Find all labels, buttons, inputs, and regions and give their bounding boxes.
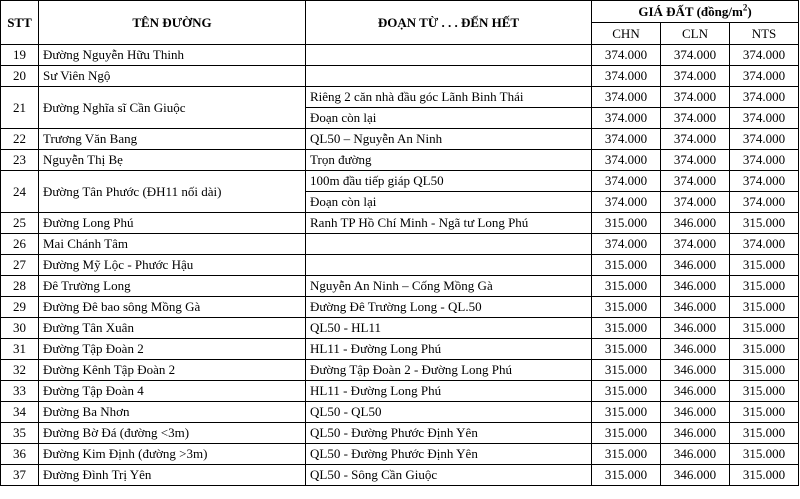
header-price-label-end: ) [747, 4, 752, 19]
cell-cln: 346.000 [661, 402, 730, 423]
cell-nts: 374.000 [730, 87, 799, 108]
cell-nts: 315.000 [730, 297, 799, 318]
cell-stt: 26 [1, 234, 39, 255]
cell-cln: 374.000 [661, 87, 730, 108]
cell-segment: Trọn đường [306, 150, 592, 171]
cell-segment: QL50 - Đường Phước Định Yên [306, 423, 592, 444]
cell-stt: 30 [1, 318, 39, 339]
header-price-unit-sup: 2 [742, 2, 748, 13]
cell-segment: Riêng 2 căn nhà đầu góc Lãnh Binh Thái [306, 87, 592, 108]
cell-chn: 374.000 [592, 129, 661, 150]
cell-street-name: Đường Tập Đoàn 2 [39, 339, 306, 360]
header-stt: STT [1, 1, 39, 45]
cell-stt: 24 [1, 171, 39, 213]
cell-segment: Đoạn còn lại [306, 108, 592, 129]
cell-stt: 25 [1, 213, 39, 234]
cell-segment: QL50 - Đường Phước Định Yên [306, 444, 592, 465]
cell-segment: Đoạn còn lại [306, 192, 592, 213]
cell-cln: 346.000 [661, 465, 730, 486]
cell-segment: Nguyễn An Ninh – Cống Mồng Gà [306, 276, 592, 297]
table-row [1, 171, 799, 192]
cell-stt: 20 [1, 66, 39, 87]
cell-street-name: Nguyễn Thị Bẹ [39, 150, 306, 171]
cell-cln: 346.000 [661, 255, 730, 276]
cell-cln: 346.000 [661, 423, 730, 444]
cell-nts: 315.000 [730, 465, 799, 486]
table-row [1, 213, 799, 234]
cell-chn: 374.000 [592, 234, 661, 255]
cell-chn: 315.000 [592, 318, 661, 339]
table-row [1, 360, 799, 381]
cell-chn: 315.000 [592, 465, 661, 486]
header-chn: CHN [592, 23, 661, 45]
cell-chn: 315.000 [592, 339, 661, 360]
table-row [1, 129, 799, 150]
cell-nts: 374.000 [730, 108, 799, 129]
cell-segment [306, 255, 592, 276]
cell-chn: 374.000 [592, 66, 661, 87]
cell-chn: 374.000 [592, 45, 661, 66]
header-price-group [592, 1, 799, 23]
table-row [1, 87, 799, 108]
header-street-name: TÊN ĐƯỜNG [39, 1, 306, 45]
cell-segment: QL50 - Sông Cần Giuộc [306, 465, 592, 486]
cell-cln: 346.000 [661, 276, 730, 297]
cell-chn: 315.000 [592, 276, 661, 297]
cell-street-name: Đường Tập Đoàn 4 [39, 381, 306, 402]
cell-nts: 374.000 [730, 171, 799, 192]
table-row [1, 444, 799, 465]
table-row [1, 45, 799, 66]
cell-street-name: Mai Chánh Tâm [39, 234, 306, 255]
cell-segment: QL50 - HL11 [306, 318, 592, 339]
cell-nts: 374.000 [730, 66, 799, 87]
cell-street-name: Đường Nghĩa sĩ Cần Giuộc [39, 87, 306, 129]
cell-chn: 315.000 [592, 297, 661, 318]
cell-chn: 315.000 [592, 402, 661, 423]
table-row [1, 297, 799, 318]
cell-chn: 315.000 [592, 423, 661, 444]
cell-segment: HL11 - Đường Long Phú [306, 381, 592, 402]
cell-cln: 346.000 [661, 381, 730, 402]
cell-nts: 315.000 [730, 276, 799, 297]
cell-street-name: Đường Ba Nhơn [39, 402, 306, 423]
table-row [1, 234, 799, 255]
cell-street-name: Đường Đình Trị Yên [39, 465, 306, 486]
cell-segment: QL50 - QL50 [306, 402, 592, 423]
table-body [1, 45, 799, 486]
cell-cln: 346.000 [661, 297, 730, 318]
cell-cln: 374.000 [661, 108, 730, 129]
table-row [1, 150, 799, 171]
cell-chn: 315.000 [592, 381, 661, 402]
cell-segment: Ranh TP Hồ Chí Minh - Ngã tư Long Phú [306, 213, 592, 234]
cell-street-name: Đường Bờ Đá (đường <3m) [39, 423, 306, 444]
cell-chn: 374.000 [592, 171, 661, 192]
cell-stt: 32 [1, 360, 39, 381]
table-row [1, 339, 799, 360]
header-cln: CLN [661, 23, 730, 45]
cell-street-name: Đường Kim Định (đường >3m) [39, 444, 306, 465]
cell-cln: 374.000 [661, 192, 730, 213]
cell-segment [306, 45, 592, 66]
table-header [1, 1, 799, 45]
cell-street-name: Đường Nguyễn Hữu Thinh [39, 45, 306, 66]
header-price-label: GIÁ ĐẤT (đồng/m [638, 4, 743, 19]
cell-nts: 315.000 [730, 381, 799, 402]
cell-street-name: Đường Tân Xuân [39, 318, 306, 339]
cell-chn: 374.000 [592, 87, 661, 108]
cell-nts: 315.000 [730, 402, 799, 423]
cell-stt: 31 [1, 339, 39, 360]
cell-cln: 346.000 [661, 360, 730, 381]
cell-street-name: Đê Trường Long [39, 276, 306, 297]
cell-nts: 315.000 [730, 444, 799, 465]
cell-cln: 346.000 [661, 339, 730, 360]
cell-street-name: Sư Viên Ngộ [39, 66, 306, 87]
cell-stt: 21 [1, 87, 39, 129]
cell-cln: 346.000 [661, 444, 730, 465]
cell-stt: 37 [1, 465, 39, 486]
cell-nts: 315.000 [730, 360, 799, 381]
cell-segment: Đường Tập Đoàn 2 - Đường Long Phú [306, 360, 592, 381]
cell-stt: 34 [1, 402, 39, 423]
cell-stt: 28 [1, 276, 39, 297]
cell-cln: 374.000 [661, 171, 730, 192]
cell-nts: 374.000 [730, 192, 799, 213]
cell-street-name: Đường Đê bao sông Mồng Gà [39, 297, 306, 318]
cell-chn: 315.000 [592, 360, 661, 381]
table-row [1, 276, 799, 297]
cell-cln: 374.000 [661, 66, 730, 87]
cell-stt: 23 [1, 150, 39, 171]
cell-chn: 315.000 [592, 213, 661, 234]
cell-segment: 100m đầu tiếp giáp QL50 [306, 171, 592, 192]
table-row [1, 423, 799, 444]
table-row [1, 318, 799, 339]
cell-cln: 346.000 [661, 213, 730, 234]
table-row [1, 255, 799, 276]
cell-nts: 374.000 [730, 234, 799, 255]
cell-street-name: Đường Tân Phước (ĐH11 nối dài) [39, 171, 306, 213]
cell-nts: 315.000 [730, 318, 799, 339]
table-row [1, 465, 799, 486]
cell-cln: 374.000 [661, 45, 730, 66]
cell-chn: 374.000 [592, 108, 661, 129]
cell-stt: 33 [1, 381, 39, 402]
cell-chn: 374.000 [592, 192, 661, 213]
cell-stt: 19 [1, 45, 39, 66]
cell-segment [306, 234, 592, 255]
cell-cln: 374.000 [661, 150, 730, 171]
header-nts: NTS [730, 23, 799, 45]
cell-nts: 315.000 [730, 339, 799, 360]
cell-nts: 374.000 [730, 150, 799, 171]
cell-stt: 27 [1, 255, 39, 276]
cell-segment [306, 66, 592, 87]
cell-nts: 315.000 [730, 255, 799, 276]
cell-cln: 374.000 [661, 129, 730, 150]
cell-stt: 35 [1, 423, 39, 444]
header-segment: ĐOẠN TỪ . . . ĐẾN HẾT [306, 1, 592, 45]
table-row [1, 66, 799, 87]
cell-chn: 374.000 [592, 150, 661, 171]
cell-stt: 22 [1, 129, 39, 150]
cell-street-name: Trương Văn Bang [39, 129, 306, 150]
cell-segment: QL50 – Nguyễn An Ninh [306, 129, 592, 150]
cell-segment: HL11 - Đường Long Phú [306, 339, 592, 360]
cell-cln: 374.000 [661, 234, 730, 255]
cell-nts: 374.000 [730, 129, 799, 150]
table-row [1, 381, 799, 402]
table-row [1, 402, 799, 423]
cell-cln: 346.000 [661, 318, 730, 339]
cell-stt: 36 [1, 444, 39, 465]
cell-chn: 315.000 [592, 444, 661, 465]
cell-chn: 315.000 [592, 255, 661, 276]
cell-nts: 315.000 [730, 213, 799, 234]
cell-stt: 29 [1, 297, 39, 318]
cell-street-name: Đường Mỹ Lộc - Phước Hậu [39, 255, 306, 276]
cell-segment: Đường Đê Trường Long - QL.50 [306, 297, 592, 318]
cell-nts: 315.000 [730, 423, 799, 444]
cell-street-name: Đường Long Phú [39, 213, 306, 234]
cell-street-name: Đường Kênh Tập Đoàn 2 [39, 360, 306, 381]
cell-nts: 374.000 [730, 45, 799, 66]
